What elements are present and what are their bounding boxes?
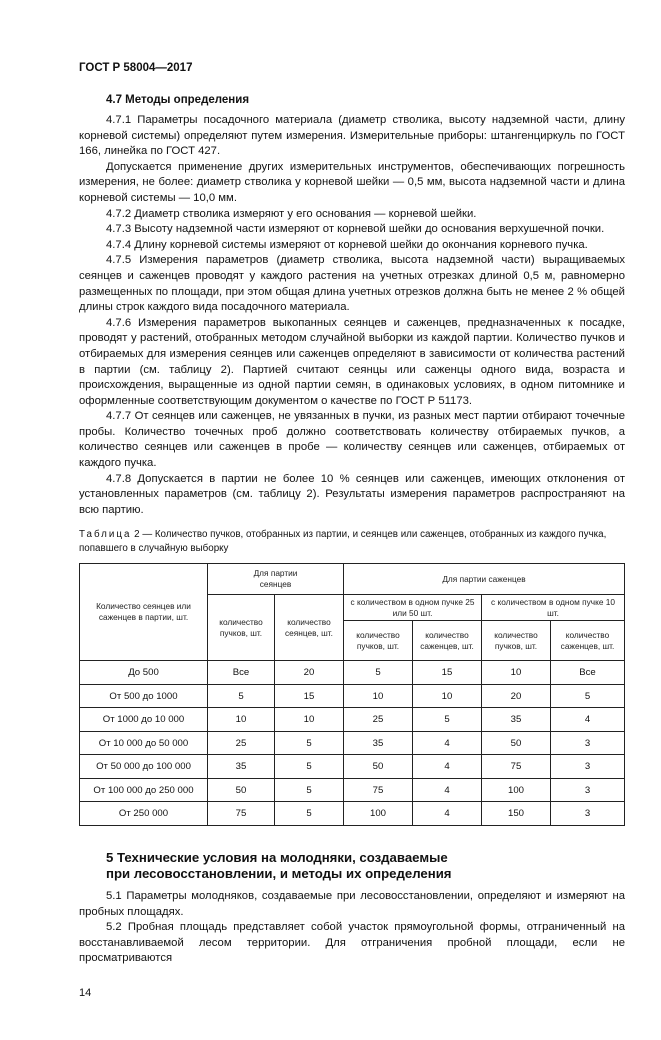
table-cell: 5 [275,755,344,779]
section-body [79,113,625,518]
table-cell: 35 [482,708,551,732]
section-heading: 4.7 Методы определения [106,94,250,106]
table-cell: 3 [551,802,625,826]
table-cell: 10 [413,684,482,708]
paragraph: 4.7.4 Длину корневой системы измеряют от корневой шейки до окончания корневого пучка. [106,238,588,251]
header-saplings-25-50: количество саженцев, шт. [413,621,482,661]
table-cell: 5 [275,802,344,826]
paragraph: 4.7.7 От сеянцев или саженцев, не увязанных в пучки, из разных мест партии отбирают точечные пробы. Количество точечных проб должно соответствовать количеству отбираемых пучков, а количество сеянцев или саженцев в пробе — количеству сеянцев или саженцев, отбираемых от каждого пучка. [79,410,625,470]
header-25-50: с количеством в одном пучке 25 или 50 шт. [344,595,482,621]
table-cell: От 500 до 1000 [80,684,208,708]
paragraph: 4.7.6 Измерения параметров выкопанных сеянцев и саженцев, предназначенных к посадке, проводят у растений, отобранных методом случайной выборки из каждой партии. Количество пучков и отбираемых для измерения сеянцев или саженцев определяют в зависимости от количества растений в партии (см. таблицу 2). Партией считают сеянцы или саженцы одного вида, возраста и происхождения, выращенные из одной партии семян, в одинаковых условиях, в одном питомнике и оформленные соответствующим документом о качестве по ГОСТ Р 51173. [79,316,625,407]
table-cell: 15 [413,661,482,685]
table-row [80,731,625,755]
table-cell: 10 [344,684,413,708]
table-cell: 5 [551,684,625,708]
table-cell: 50 [344,755,413,779]
table-cell: 10 [208,708,275,732]
table-cell: 75 [482,755,551,779]
header-bundles: количество пучков, шт. [208,595,275,661]
table-cell: 75 [208,802,275,826]
table-cell: 4 [413,802,482,826]
table-cell: 10 [275,708,344,732]
table-row [80,802,625,826]
table-cell: 25 [344,708,413,732]
table-cell: 10 [482,661,551,685]
table-cell: 50 [208,778,275,802]
table-cell: 35 [344,731,413,755]
paragraph: 4.7.5 Измерения параметров (диаметр стволика, высота надземной части) выращиваемых сеянцев и саженцев проводят у каждого растения на учетных отрезках длиной 0,5 м, равномерно размещенных по площади, при этом общая длина учетных отрезков должна быть не менее 2 % общей длины строк каждого вида посадочного материала. [79,254,625,314]
table-cell: От 10 000 до 50 000 [80,731,208,755]
table-cell: 5 [344,661,413,685]
table-row [80,778,625,802]
table-cell: 5 [208,684,275,708]
table-cell: 35 [208,755,275,779]
table-cell: 75 [344,778,413,802]
section-5-heading [79,850,652,883]
paragraph: 5.1 Параметры молодняков, создаваемые при лесовосстановлении, определяют и измеряют на пробных площадях. [79,889,625,918]
table-cell: 3 [551,755,625,779]
document-header: ГОСТ Р 58004—2017 [79,62,193,74]
table-cell: 5 [275,731,344,755]
table-row [80,661,625,685]
table-cell: От 100 000 до 250 000 [80,778,208,802]
header-10: с количеством в одном пучке 10 шт. [482,595,625,621]
table-cell: 5 [275,778,344,802]
paragraph: 4.7.3 Высоту надземной части измеряют от корневой шейки до основания верхушечной почки. [106,223,605,236]
table-cell: 25 [208,731,275,755]
caption-label: Таблица [79,529,132,541]
table-cell: 4 [551,708,625,732]
table-row [80,684,625,708]
paragraph: Допускается применение других измерительных инструментов, обеспечивающих погрешность измерения, не более: диаметр стволика у корневой шейки — 0,5 мм, высота надземной части и длина корневой системы — 10,0 мм. [79,160,625,204]
paragraph: 5.2 Пробная площадь представляет собой участок прямоугольной формы, отграниченный на восстанавливаемой лесом территории. Для отграничения пробной площади, если не просматриваются [79,921,625,965]
table-cell: От 1000 до 10 000 [80,708,208,732]
table-2 [79,563,625,826]
table-row [80,708,625,732]
table-cell: До 500 [80,661,208,685]
table-cell: 50 [482,731,551,755]
table-caption [79,528,625,555]
table-cell: Все [208,661,275,685]
table-cell: 20 [275,661,344,685]
table-cell: 20 [482,684,551,708]
header-count: Количество сеянцев или саженцев в партии, шт. [80,564,208,661]
header-seedlings-group: Для партии сеянцев [208,564,344,595]
header-saplings-group: Для партии саженцев [344,564,625,595]
header-saplings-10: количество саженцев, шт. [551,621,625,661]
table-cell: 150 [482,802,551,826]
table-cell: 15 [275,684,344,708]
section-5-body [79,889,625,967]
page-number: 14 [79,986,92,999]
header-seedlings: количество сеянцев, шт. [275,595,344,661]
header-bundles-25-50: количество пучков, шт. [344,621,413,661]
paragraph: 4.7.1 Параметры посадочного материала (диаметр стволика, высоту надземной части, длину корневой системы) определяют путем измерения. Измерительные приборы: штангенциркуль по ГОСТ 166, линейка по ГОСТ 427. [79,114,625,158]
table-cell: 3 [551,731,625,755]
table-cell: 3 [551,778,625,802]
heading-line: при лесовосстановлении, и методы их определения [106,866,452,882]
header-bundles-10: количество пучков, шт. [482,621,551,661]
table-row [80,755,625,779]
table-cell: От 250 000 [80,802,208,826]
paragraph: 4.7.2 Диаметр стволика измеряют у его основания — корневой шейки. [106,207,477,220]
table-cell: 100 [482,778,551,802]
caption-text: 2 — Количество пучков, отобранных из партии, и сеянцев или саженцев, отобранных из каждого пучка, попавшего в случайную выборку [79,529,607,554]
paragraph: 4.7.8 Допускается в партии не более 10 % сеянцев или саженцев, имеющих отклонения от установленных параметров (см. таблицу 2). Результаты измерения параметров распространяют на всю партию. [79,472,625,516]
table-cell: 4 [413,778,482,802]
table-cell: 4 [413,755,482,779]
table-cell: 5 [413,708,482,732]
table-cell: От 50 000 до 100 000 [80,755,208,779]
table-cell: 100 [344,802,413,826]
heading-line: 5 Технические условия на молодняки, создаваемые [106,849,448,865]
table-cell: 4 [413,731,482,755]
table-cell: Все [551,661,625,685]
